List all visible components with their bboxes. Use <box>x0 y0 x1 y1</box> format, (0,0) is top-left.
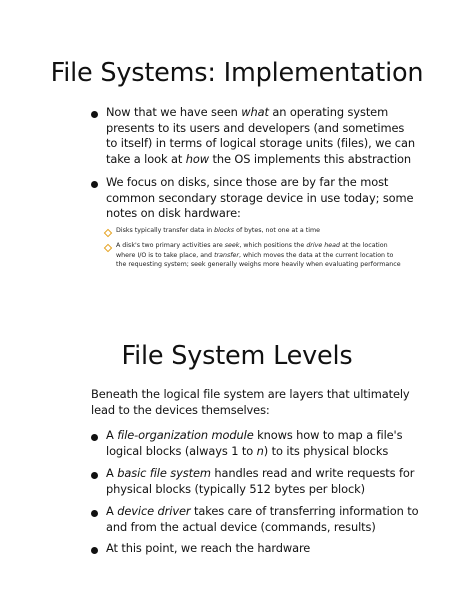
text-run: logical blocks (always 1 to <box>106 443 257 458</box>
text-line: We focus on disks, since those are by far the most <box>106 175 389 189</box>
text-run: an operating system <box>268 105 389 119</box>
text-run: A <box>106 466 118 480</box>
text-line <box>106 105 406 121</box>
text-line <box>106 504 419 520</box>
slide1-sub1 <box>116 226 320 236</box>
text-line: lead to the devices themselves: <box>91 402 270 417</box>
text-line: to itself) in terms of logical storage units (files), we can <box>106 136 415 151</box>
italic-text: transfer <box>214 251 239 259</box>
text-line: Beneath the logical file system are layers that ultimately <box>91 387 410 401</box>
bullet-dot <box>91 111 98 118</box>
text-run: at the location <box>339 242 388 249</box>
slide1-bullet1 <box>106 105 415 168</box>
italic-text: basic file system <box>117 466 211 480</box>
text-line: presents to its users and developers (and sometimes <box>106 120 405 135</box>
text-line: physical blocks (typically 512 bytes per block) <box>106 481 365 496</box>
italic-text: seek <box>224 242 240 249</box>
italic-text: device driver <box>117 504 191 518</box>
text-line <box>106 466 415 482</box>
italic-text: how <box>185 152 209 167</box>
diamond-bullet-icon <box>104 229 112 237</box>
text-run: the OS implements this abstraction <box>208 152 412 167</box>
text-line <box>106 428 406 444</box>
text-run: where I/O is to take place, and <box>116 251 215 259</box>
text-run: of bytes, not one at a time <box>234 227 320 234</box>
text-line <box>116 241 401 251</box>
text-line <box>116 251 401 261</box>
text-run: Disks typically transfer data in <box>116 227 215 234</box>
text-run: A disk's two primary activities are <box>116 242 225 249</box>
bullet-dot <box>91 472 98 479</box>
text-line <box>106 152 412 168</box>
text-run: ) to its physical blocks <box>263 443 389 458</box>
slide2-bullet2 <box>106 466 415 497</box>
text-run: A <box>106 504 118 518</box>
diamond-bullet-icon <box>104 244 112 252</box>
italic-text: n <box>256 443 264 458</box>
slide2-title: File System Levels <box>121 341 353 371</box>
italic-text: file-organization module <box>117 428 254 442</box>
italic-text: blocks <box>214 227 235 234</box>
slide1-bullet2 <box>106 175 414 222</box>
text-line: At this point, we reach the hardware <box>106 541 311 555</box>
bullet-dot <box>91 510 98 517</box>
text-run: takes care of transferring information to <box>190 504 419 518</box>
slide2-bullet4 <box>106 541 406 557</box>
italic-text: what <box>241 105 269 119</box>
text-run: , which positions the <box>239 242 307 249</box>
bullet-dot <box>91 434 98 441</box>
text-run: , which moves the data at the current location to <box>238 251 394 259</box>
slide2-intro <box>91 387 410 418</box>
italic-text: drive head <box>306 242 340 249</box>
text-line: and from the actual device (commands, results) <box>106 519 376 534</box>
slide1-title: File Systems: Implementation <box>50 58 424 88</box>
text-run: A <box>106 428 118 442</box>
text-run: take a look at <box>106 152 186 167</box>
text-line: common secondary storage device in use today; some <box>106 190 414 205</box>
slide2-bullet3 <box>106 504 419 535</box>
slide2-bullet1 <box>106 428 406 459</box>
text-run: handles read and write requests for <box>210 466 415 480</box>
text-run: Now that we have seen <box>106 105 242 119</box>
slide1-sub2 <box>116 241 401 270</box>
text-line: the requesting system; seek generally weighs more heavily when evaluating performance <box>116 261 401 268</box>
text-run: knows how to map a file's <box>253 428 403 442</box>
bullet-dot <box>91 181 98 188</box>
text-line <box>106 444 406 460</box>
bullet-dot <box>91 547 98 554</box>
text-line: notes on disk hardware: <box>106 206 241 221</box>
